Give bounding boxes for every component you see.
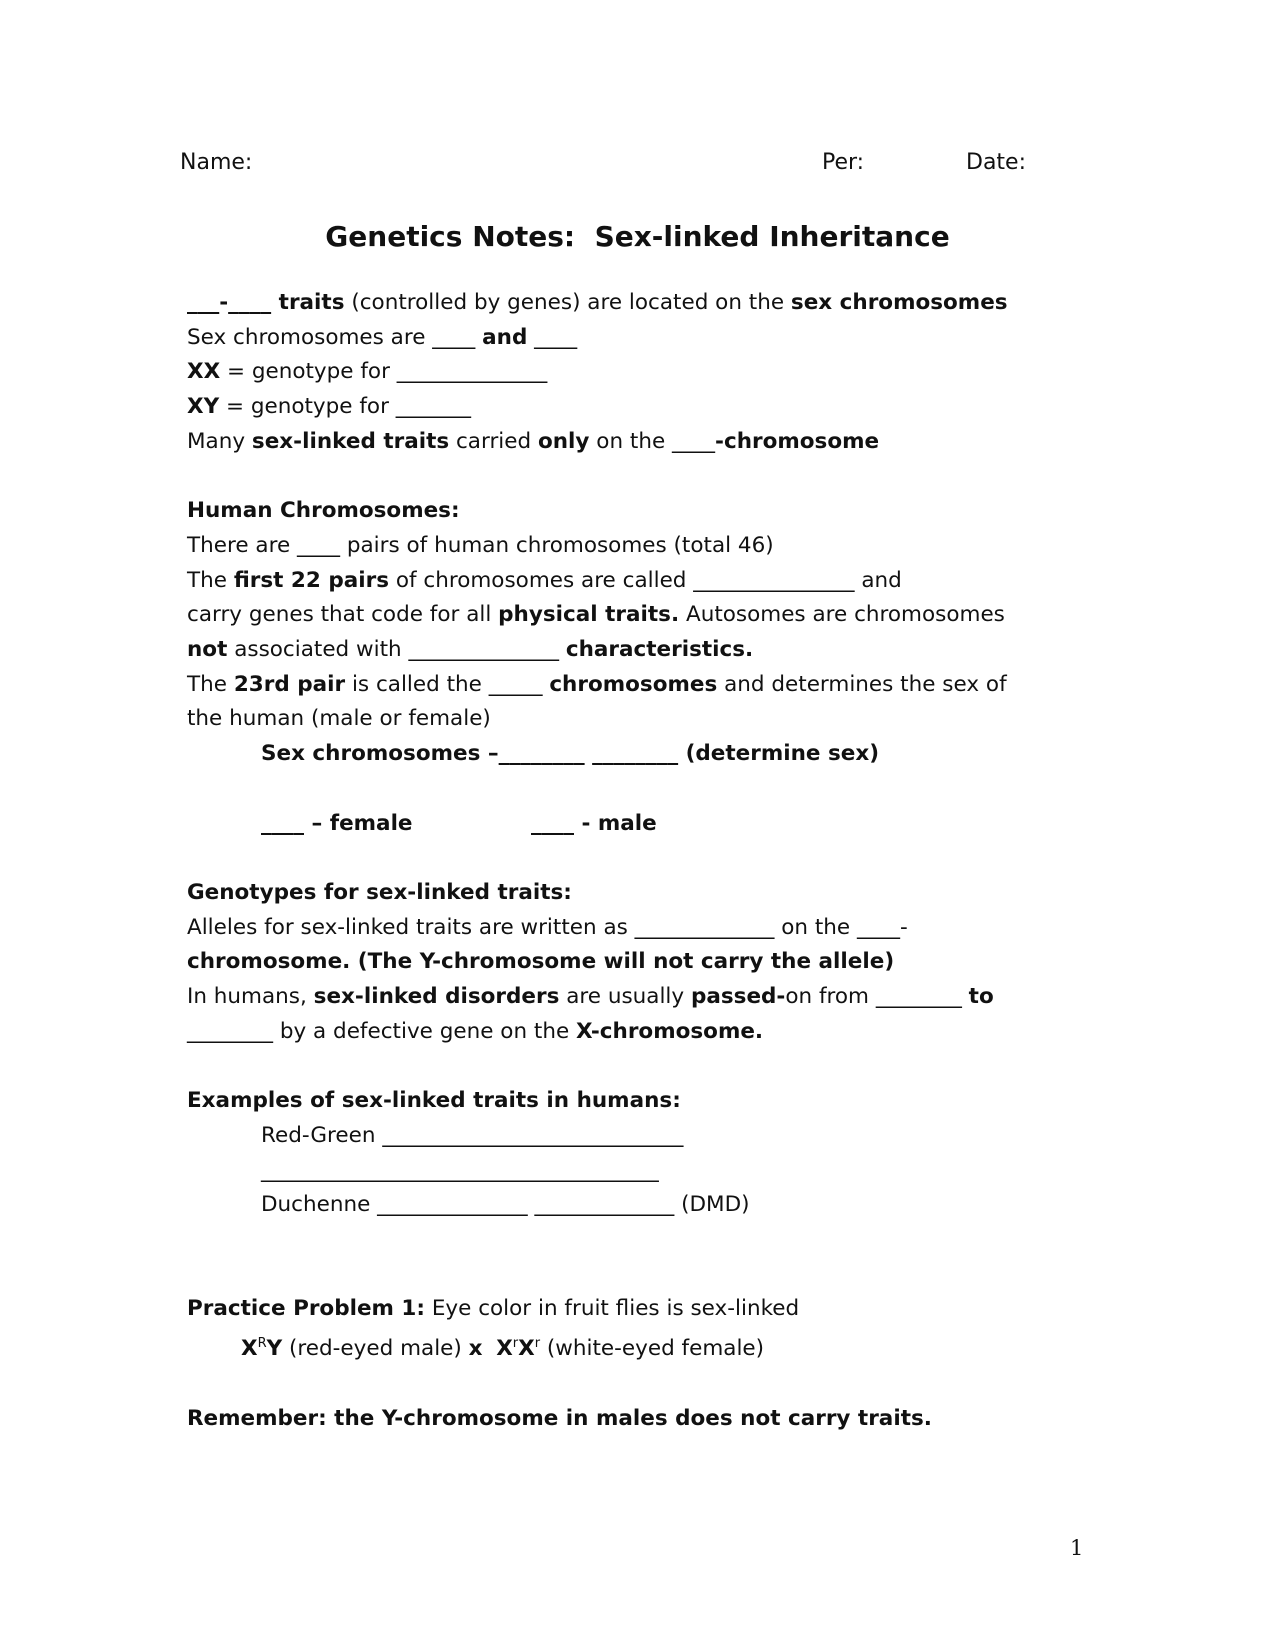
text: = genotype for ______________ (220, 359, 548, 385)
text: are usually (559, 984, 691, 1010)
bold-text: XY (187, 394, 220, 420)
male-female-line: the human (male or female) (187, 706, 491, 732)
name-label: Name: (180, 150, 253, 175)
bold-text: Sex chromosomes –________ ________ (determine sex) (261, 741, 880, 767)
text: Many (187, 428, 252, 454)
document-body (187, 286, 1087, 1436)
sex-chromosomes-line (187, 321, 1087, 356)
bold-text: and (482, 324, 528, 350)
male-blank: ____ - male (531, 810, 657, 836)
first22-line (187, 564, 1087, 599)
defective-gene-line (187, 1015, 1087, 1050)
text: ________ by a defective gene on the (187, 1018, 577, 1044)
text: The (187, 567, 234, 593)
page-number: 1 (1070, 1536, 1084, 1560)
x-allele: X (518, 1336, 535, 1362)
heading-text: Genotypes for sex-linked traits: (187, 879, 572, 905)
bold-text: to (968, 984, 994, 1010)
bold-text: chromosomes (549, 671, 718, 697)
heading-text: Examples of sex-linked traits in humans: (187, 1088, 681, 1114)
cross-line (187, 1327, 1087, 1367)
bold-text: passed- (690, 984, 786, 1010)
pair23-line (187, 668, 1087, 703)
text: (red-eyed male) (282, 1336, 469, 1362)
superscript: r (534, 1336, 541, 1351)
pairs-line: There are ____ pairs of human chromosomes (total 46) (187, 532, 774, 558)
superscript: R (257, 1336, 267, 1351)
bold-text: 23rd pair (233, 671, 346, 697)
blank-line: _____________________________________ (261, 1157, 659, 1183)
text: (white-eyed female) (540, 1336, 765, 1362)
text: carried (449, 428, 538, 454)
text: carry genes that code for all (187, 602, 499, 628)
physical-traits-line (187, 598, 1087, 633)
superscript: r (512, 1336, 519, 1351)
text: ____ (527, 324, 578, 350)
practice-line (187, 1292, 1087, 1327)
bold-text: XX (187, 359, 221, 385)
bold-text: traits (271, 290, 345, 315)
date-label: Date: (966, 150, 1026, 175)
text: (controlled by genes) are located on the (344, 290, 791, 315)
not-associated-line (187, 633, 1087, 668)
determine-sex-line (187, 737, 1087, 772)
bold-text: physical traits. (498, 602, 680, 628)
text: Sex chromosomes are ____ (187, 324, 483, 350)
text: is called the _____ (345, 671, 550, 697)
blank: ___-____ (187, 290, 272, 315)
text: on from ________ (785, 984, 969, 1010)
x-allele: X (496, 1336, 513, 1362)
xy-line (187, 390, 1087, 425)
page-title: Genetics Notes: Sex-linked Inheritance (325, 220, 950, 253)
disorders-line (187, 980, 1087, 1015)
bold-text: -chromosome (715, 428, 880, 454)
bold-text: characteristics. (565, 637, 754, 663)
text: of chromosomes are called _______________ and (389, 567, 902, 593)
bold-text: chromosome. (The Y-chromosome will not carry the allele) (187, 949, 895, 975)
alleles-line: Alleles for sex-linked traits are written as _____________ on the ____- (187, 914, 908, 940)
female-blank: ____ – female (261, 810, 413, 836)
x-allele: X (241, 1336, 258, 1362)
traits-line (187, 286, 1087, 321)
genotypes-heading (187, 876, 1087, 911)
xx-line (187, 355, 1087, 390)
text: and determines the sex of (717, 671, 1007, 697)
text: on the ____ (589, 428, 716, 454)
female-male-line (187, 807, 1087, 842)
bold-text: X-chromosome. (576, 1018, 764, 1044)
human-heading (187, 494, 1087, 529)
text: The (187, 671, 234, 697)
text: Autosomes are chromosomes (679, 602, 1005, 628)
text: = genotype for _______ (219, 394, 472, 420)
bold-text: sex-linked disorders (313, 984, 560, 1010)
heading-text: Human Chromosomes: (187, 498, 460, 524)
bold-text: sex-linked traits (251, 428, 450, 454)
remember-line (187, 1402, 1087, 1437)
y-allele: Y (266, 1336, 283, 1362)
duchenne-line: Duchenne ______________ _____________ (DMD) (261, 1192, 750, 1218)
bold-text: Remember: the Y-chromosome in males does not carry traits. (187, 1405, 932, 1431)
practice-text: Eye color in fruit flies is sex-linked (425, 1296, 800, 1322)
period-label: Per: (822, 150, 865, 175)
examples-heading (187, 1084, 1087, 1119)
bold-text: first 22 pairs (233, 567, 389, 593)
red-green-line: Red-Green ____________________________ (261, 1122, 684, 1148)
bold-text: sex chromosomes (790, 290, 1008, 315)
text: In humans, (187, 984, 314, 1010)
practice-label: Practice Problem 1: (187, 1296, 425, 1322)
many-traits-line (187, 425, 1087, 460)
cross-symbol: x (468, 1336, 483, 1362)
bold-text: only (537, 428, 590, 454)
bold-text: not (187, 637, 228, 663)
chromosome-note-line (187, 945, 1087, 980)
text: associated with ______________ (227, 637, 566, 663)
